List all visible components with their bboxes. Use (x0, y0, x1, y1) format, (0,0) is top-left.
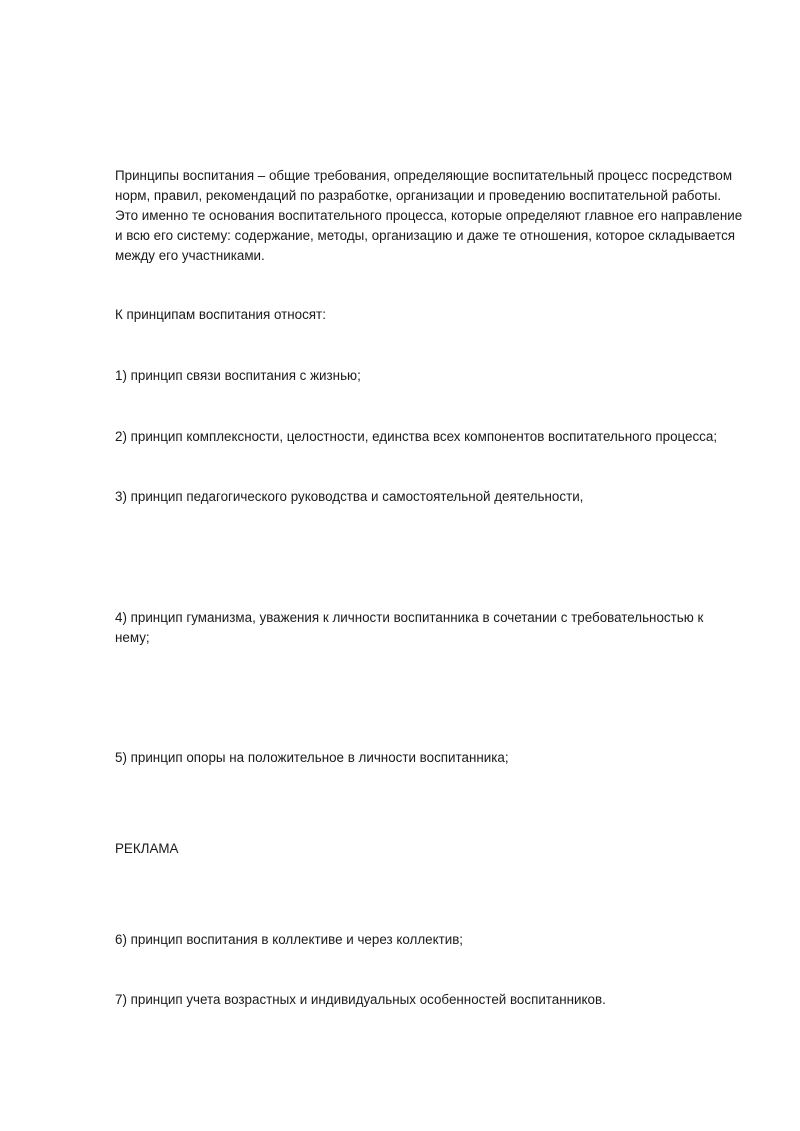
principle-item-7: 7) принцип учета возрастных и индивидуальных особенностей воспитанников. (115, 992, 606, 1007)
principle-item-4: 4) принцип гуманизма, уважения к личности воспитанника в сочетании с требовательностью к нему; (115, 610, 704, 645)
principles-lead: К принципам воспитания относят: (115, 307, 326, 322)
ad-label: РЕКЛАМА (115, 841, 179, 856)
principle-item-2: 2) принцип комплексности, целостности, единства всех компонентов воспитательного процесса; (115, 429, 718, 444)
principle-item-5: 5) принцип опоры на положительное в личности воспитанника; (115, 750, 509, 765)
principle-item-1: 1) принцип связи воспитания с жизнью; (115, 368, 361, 383)
principle-item-3: 3) принцип педагогического руководства и самостоятельной деятельности, (115, 489, 584, 504)
principle-item-6: 6) принцип воспитания в коллективе и через коллектив; (115, 932, 464, 947)
intro-paragraph: Принципы воспитания – общие требования, определяющие воспитательный процесс посредством норм, правил, рекомендаций по разработке, организации и проведению воспитательной работы. Это именно те основания воспитательного процесса, которые определяют главное его направление и всю его систему: содержание, методы, организацию и даже те отношения, которое складывается между его участниками. (115, 168, 743, 263)
